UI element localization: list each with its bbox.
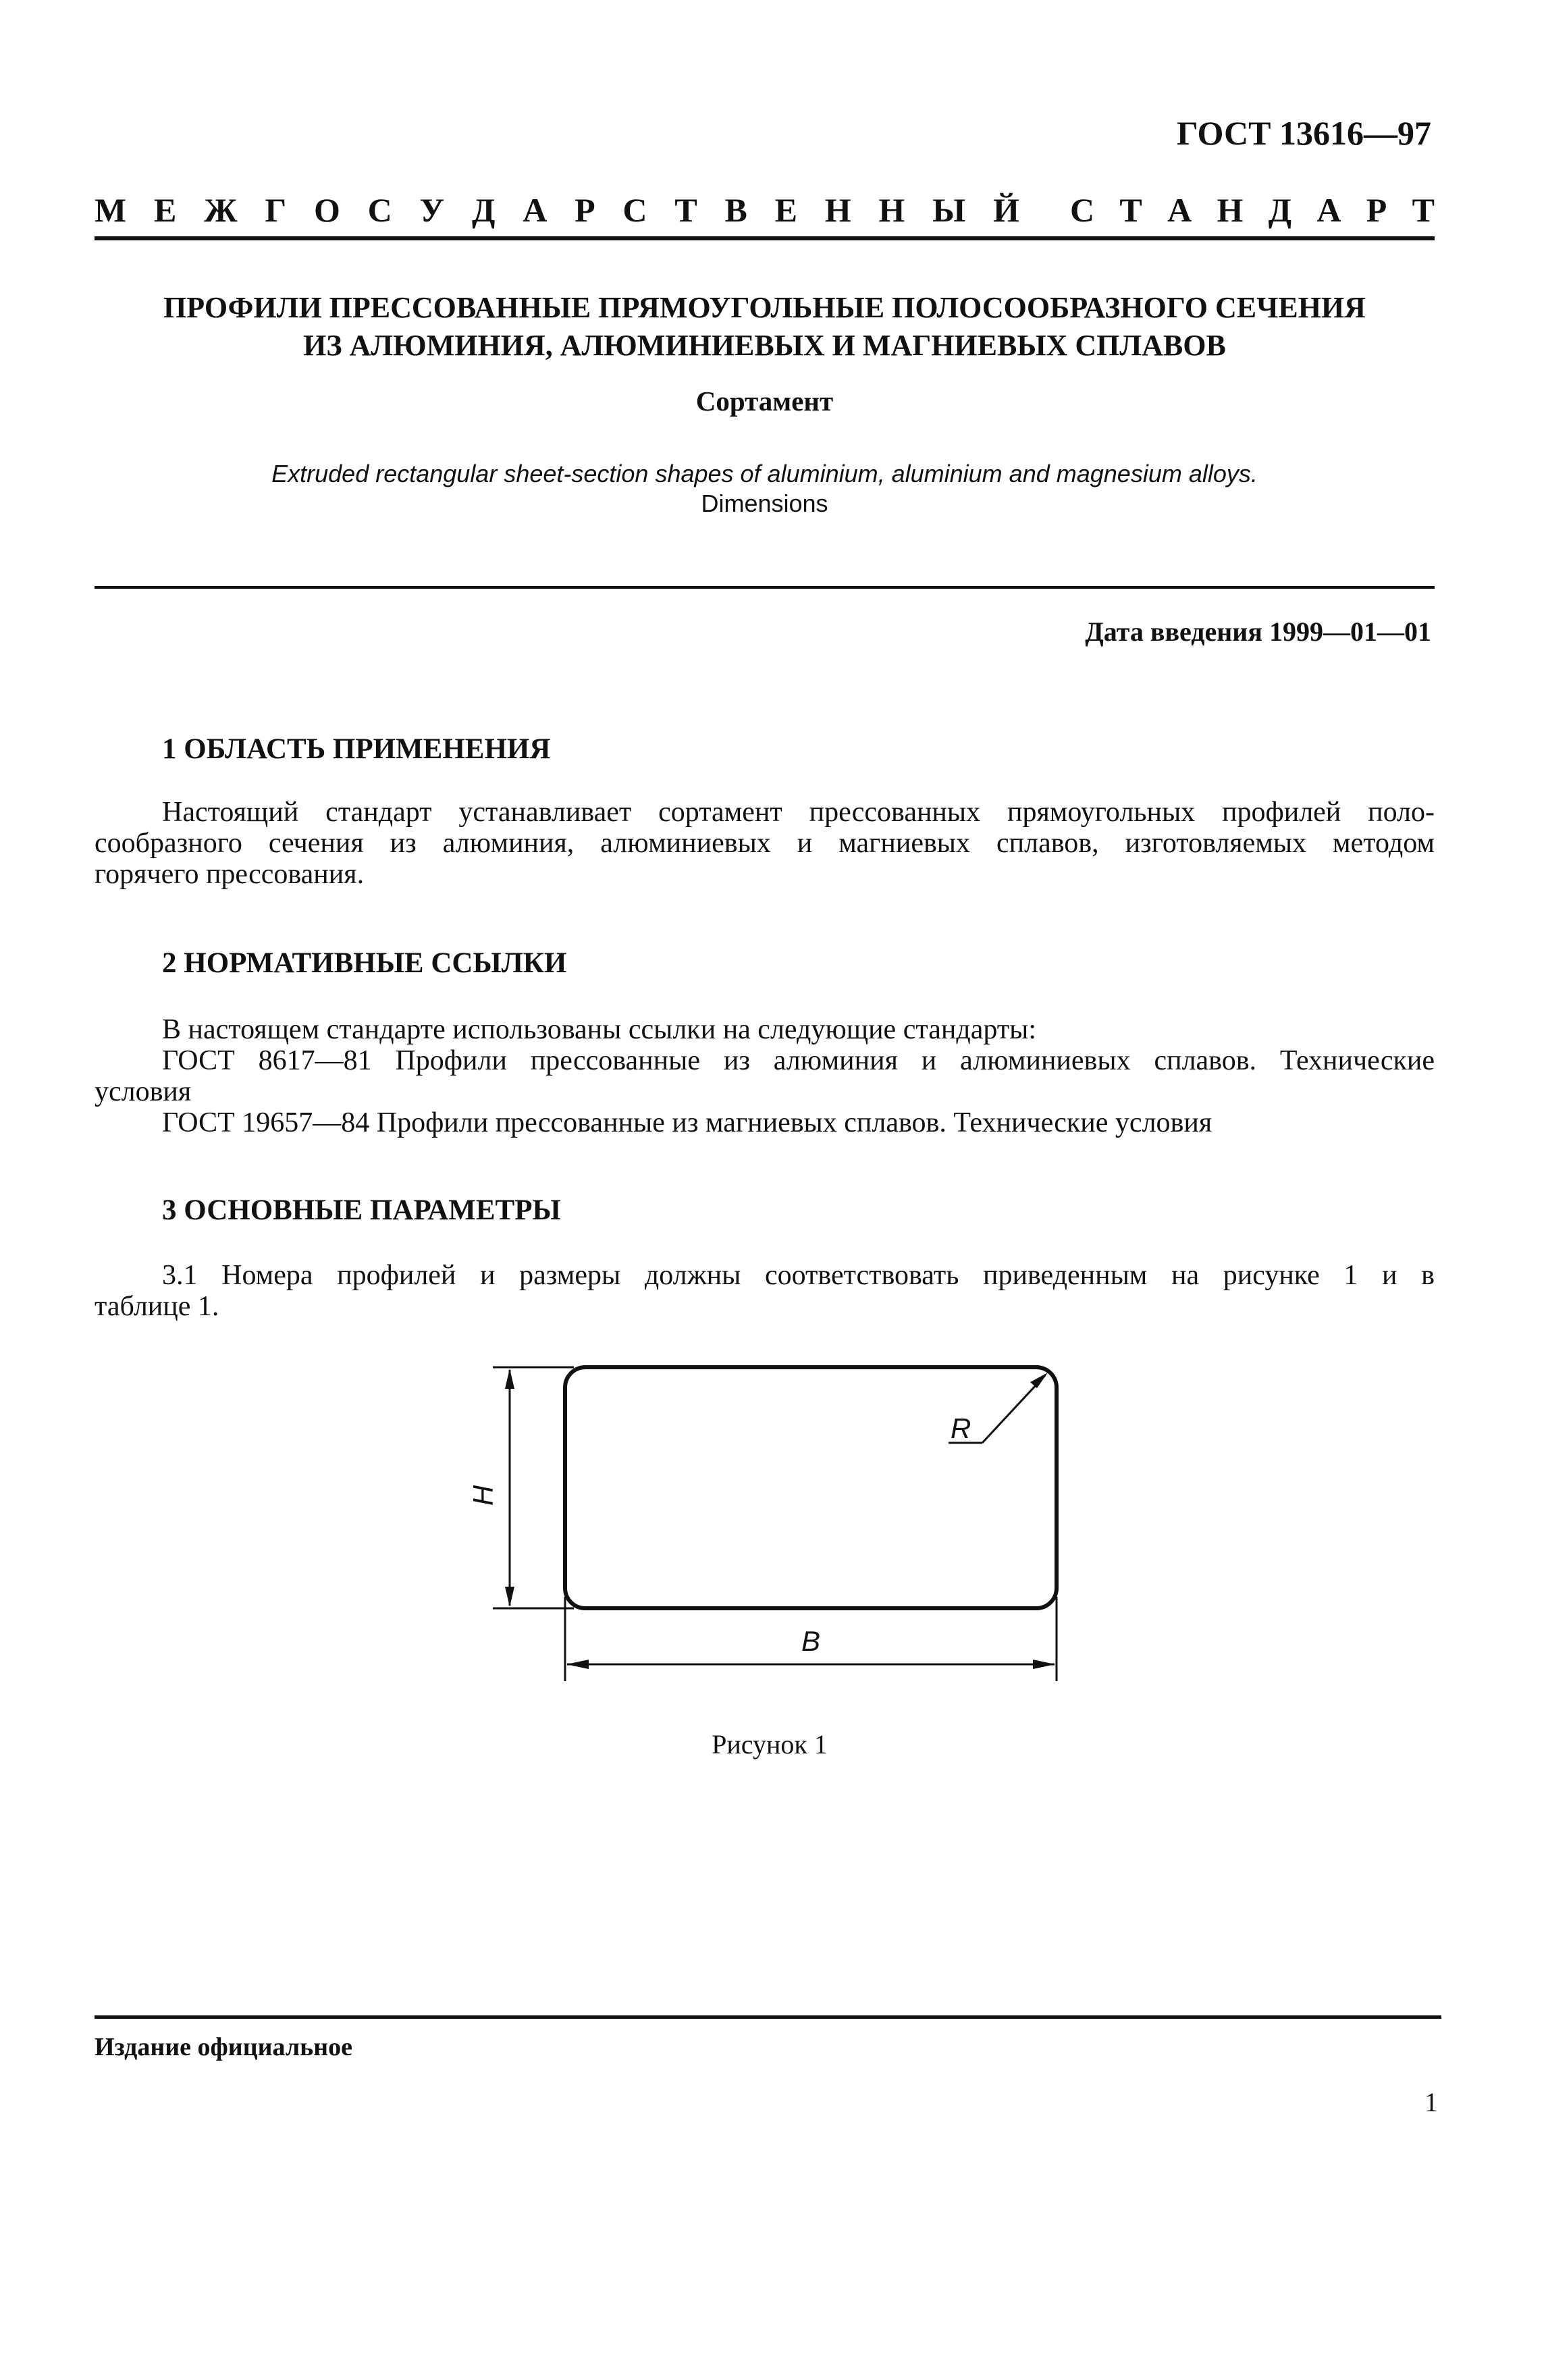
section-2-intro: В настоящем стандарте использованы ссылки на следующие стандарты: xyxy=(162,1014,1037,1045)
title-line-2: ИЗ АЛЮМИНИЯ, АЛЮМИНИЕВЫХ И МАГНИЕВЫХ СПЛАВОВ xyxy=(303,329,1226,362)
section-1-line-2: сообразного сечения из алюминия, алюминиевых и магниевых сплавов, изготовляемых методом xyxy=(95,828,1435,859)
figure-1-caption: Рисунок 1 xyxy=(712,1729,828,1760)
section-2-heading: 2 НОРМАТИВНЫЕ ССЫЛКИ xyxy=(162,947,567,979)
h-arrow-bottom xyxy=(505,1587,514,1607)
label-r: R xyxy=(951,1412,971,1444)
figure-1-drawing xyxy=(467,1354,1080,1705)
b-arrow-left xyxy=(566,1660,589,1669)
document-number: ГОСТ 13616—97 xyxy=(1176,114,1431,152)
label-b: B xyxy=(801,1625,821,1657)
section-2-ref-1-line-1: ГОСТ 8617—81 Профили прессованные из алюминия и алюминиевых сплавов. Технические xyxy=(162,1045,1435,1076)
document-title xyxy=(95,289,1435,365)
section-1-line-1: Настоящий стандарт устанавливает сортамент прессованных прямоугольных профилей поло- xyxy=(162,797,1435,828)
section-2-ref-1-line-2: условия xyxy=(95,1076,192,1107)
section-3-heading: 3 ОСНОВНЫЕ ПАРАМЕТРЫ xyxy=(162,1194,561,1226)
footer-rule xyxy=(95,2015,1441,2019)
english-title xyxy=(95,459,1435,519)
page-number: 1 xyxy=(1424,2087,1438,2117)
standard-type-heading xyxy=(95,190,1435,230)
profile-rectangle xyxy=(565,1367,1057,1608)
section-2-ref-2: ГОСТ 19657—84 Профили прессованные из магниевых сплавов. Технические условия xyxy=(162,1107,1212,1138)
section-1-line-3: горячего прессования. xyxy=(95,859,365,890)
official-edition-label: Издание официальное xyxy=(95,2033,353,2061)
standard-letters-1: М Е Ж Г О С У Д А Р С Т В Е Н Н Ы Й xyxy=(95,191,1019,229)
standard-letters-2: С Т А Н Д А Р Т xyxy=(1070,191,1435,229)
r-arrow xyxy=(1030,1373,1048,1388)
title-rule xyxy=(95,586,1435,589)
h-arrow-top xyxy=(505,1369,514,1389)
section-3-line-1: 3.1 Номера профилей и размеры должны соответствовать приведенным на рисунке 1 и в xyxy=(162,1260,1435,1291)
english-title-line-1: Extruded rectangular sheet-section shapes of aluminium, aluminium and magnesium alloys. xyxy=(271,460,1258,487)
section-1-heading: 1 ОБЛАСТЬ ПРИМЕНЕНИЯ xyxy=(162,733,551,765)
header-rule xyxy=(95,236,1435,240)
english-title-line-2: Dimensions xyxy=(701,490,828,517)
document-subtitle: Сортамент xyxy=(695,386,834,417)
b-arrow-right xyxy=(1033,1660,1055,1669)
label-h: H xyxy=(467,1485,499,1506)
introduction-date: Дата введения 1999—01—01 xyxy=(1085,616,1431,647)
title-line-1: ПРОФИЛИ ПРЕССОВАННЫЕ ПРЯМОУГОЛЬНЫЕ ПОЛОСООБРАЗНОГО СЕЧЕНИЯ xyxy=(163,291,1366,324)
section-3-line-2: таблице 1. xyxy=(95,1291,219,1322)
